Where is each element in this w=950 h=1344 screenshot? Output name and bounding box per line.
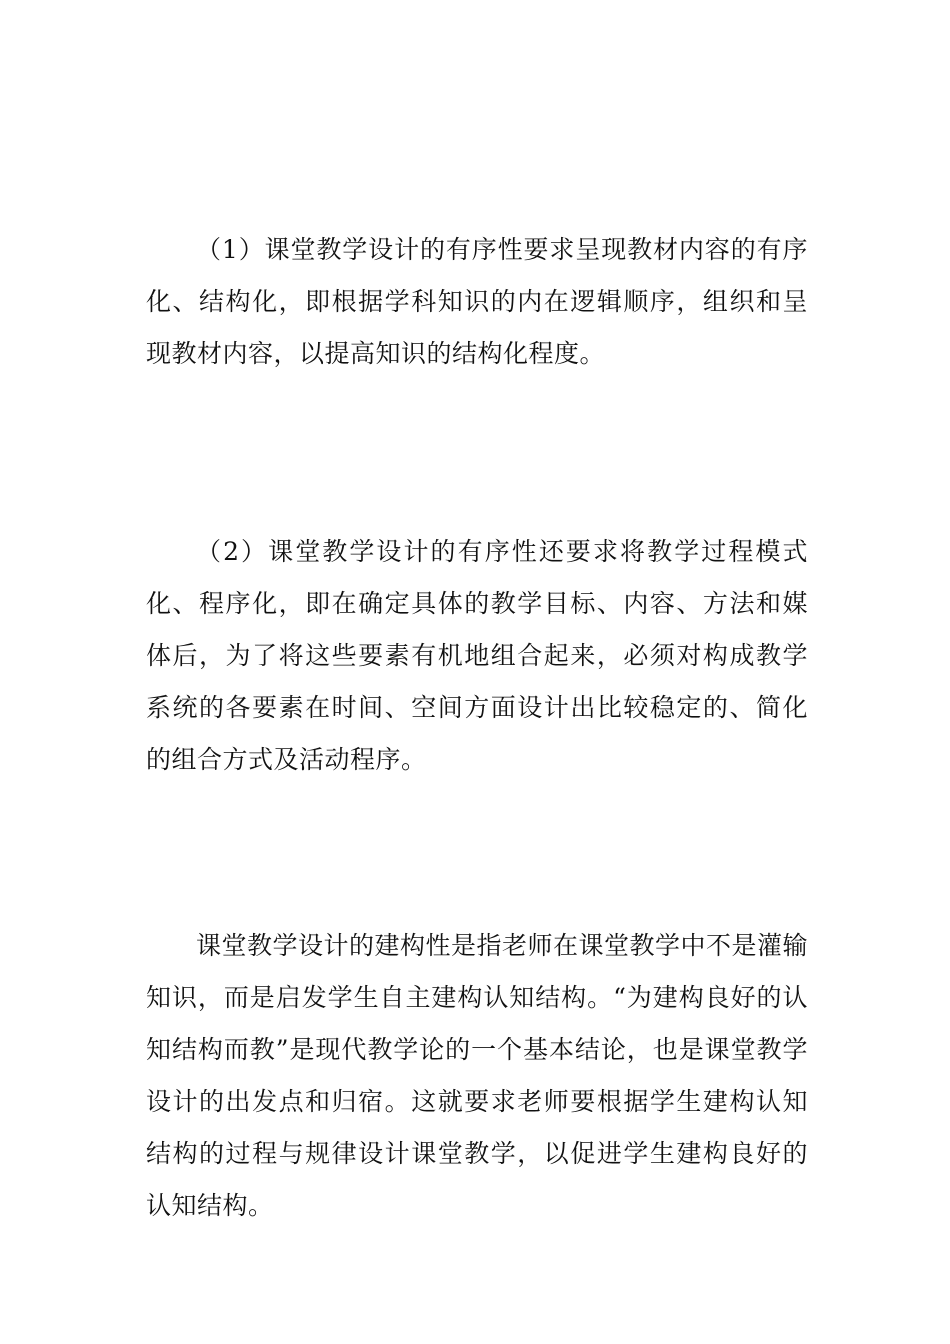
paragraph-orderliness-process: （2）课堂教学设计的有序性还要求将教学过程模式化、程序化，即在确定具体的教学目标、内容、方法和媒体后，为了将这些要素有机地组合起来，必须对构成教学系统的各要素在时间、空间方面设计出比较稳定的、简化的组合方式及活动程序。 [146,537,808,774]
paragraph-orderliness-content: （1）课堂教学设计的有序性要求呈现教材内容的有序化、结构化，即根据学科知识的内在逻辑顺序，组织和呈现教材内容，以提高知识的结构化程度。 [146,235,808,368]
paragraph-constructivity: 课堂教学设计的建构性是指老师在课堂教学中不是灌输知识，而是启发学生自主建构认知结构。“为建构良好的认知结构而教”是现代教学论的一个基本结论，也是课堂教学设计的出发点和归宿。这就要求老师要根据学生建构认知结构的过程与规律设计课堂教学，以促进学生建构良好的认知结构。 [146,931,809,1220]
